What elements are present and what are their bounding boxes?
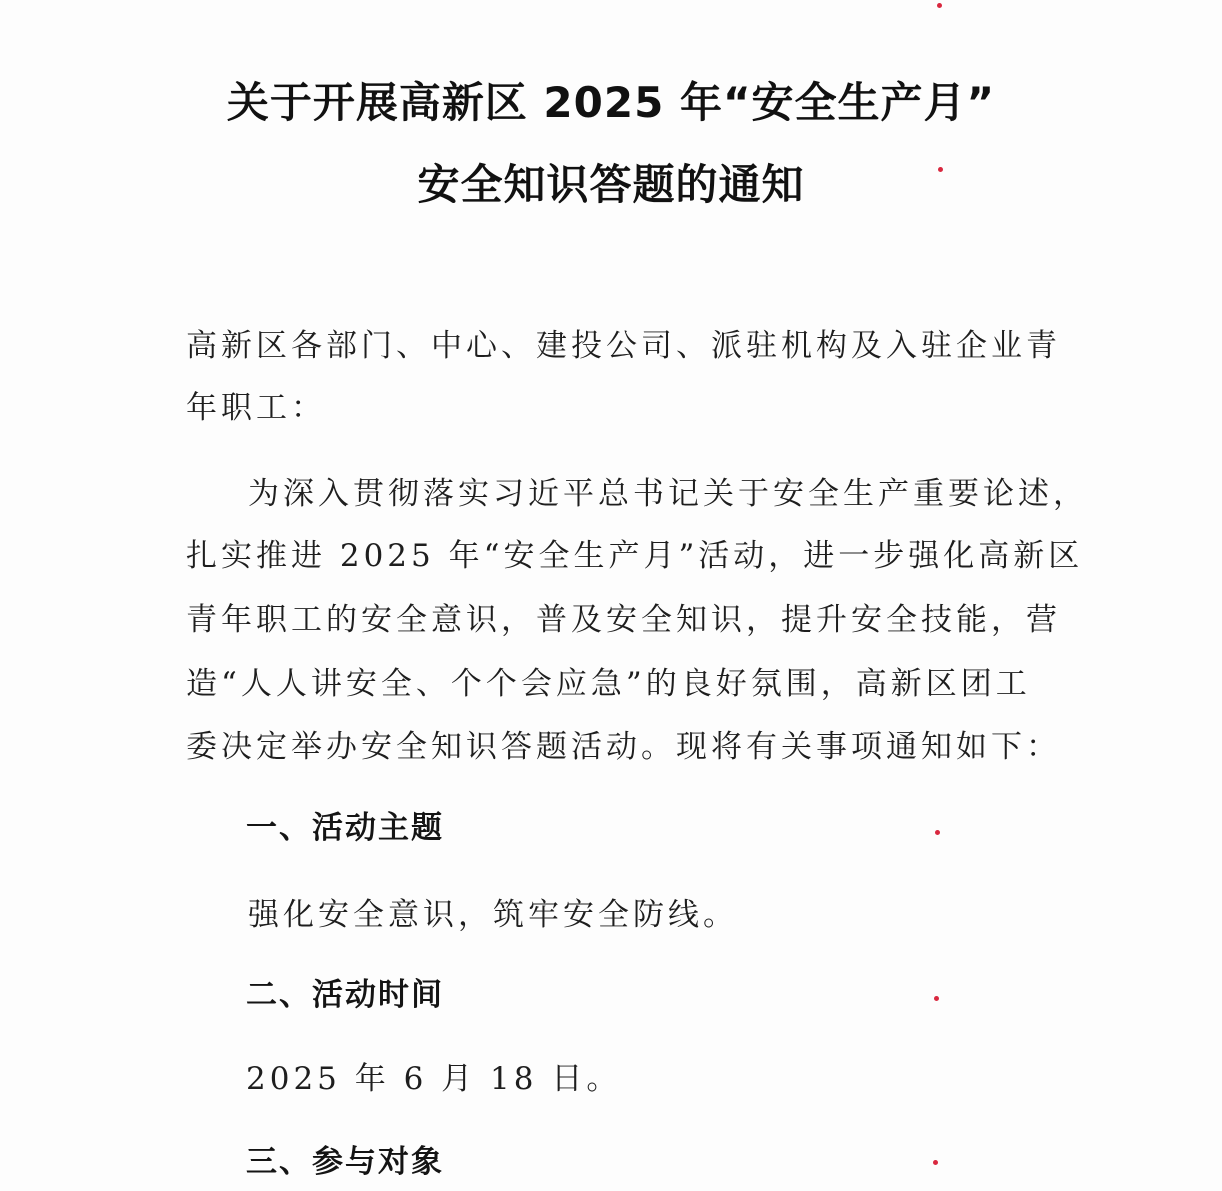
section-heading-time: 二、活动时间 (246, 977, 444, 1013)
document-title-line-1: 关于开展高新区 2025 年“安全生产月” (226, 78, 996, 127)
intro-line-5: 委决定举办安全知识答题活动。现将有关事项通知如下： (186, 729, 1061, 765)
salutation-line-1: 高新区各部门、中心、建投公司、派驻机构及入驻企业青 (186, 328, 1061, 364)
margin-dot (934, 996, 939, 1001)
intro-line-2: 扎实推进 2025 年“安全生产月”活动，进一步强化高新区 (186, 538, 1084, 574)
section-body-time: 2025 年 6 月 18 日。 (246, 1061, 622, 1097)
intro-line-1: 为深入贯彻落实习近平总书记关于安全生产重要论述， (248, 476, 1088, 512)
section-heading-participants: 三、参与对象 (246, 1144, 444, 1180)
salutation-line-2: 年职工： (186, 390, 326, 426)
section-heading-theme: 一、活动主题 (246, 810, 444, 846)
margin-dot (937, 3, 942, 8)
margin-dot (933, 1160, 938, 1165)
intro-line-3: 青年职工的安全意识，普及安全知识，提升安全技能，营 (186, 602, 1061, 638)
margin-dot (935, 830, 940, 835)
intro-line-4: 造“人人讲安全、个个会应急”的良好氛围，高新区团工 (186, 666, 1031, 702)
document-title-line-2: 安全知识答题的通知 (417, 160, 805, 209)
margin-dot (938, 167, 943, 172)
section-body-theme: 强化安全意识，筑牢安全防线。 (248, 897, 738, 933)
